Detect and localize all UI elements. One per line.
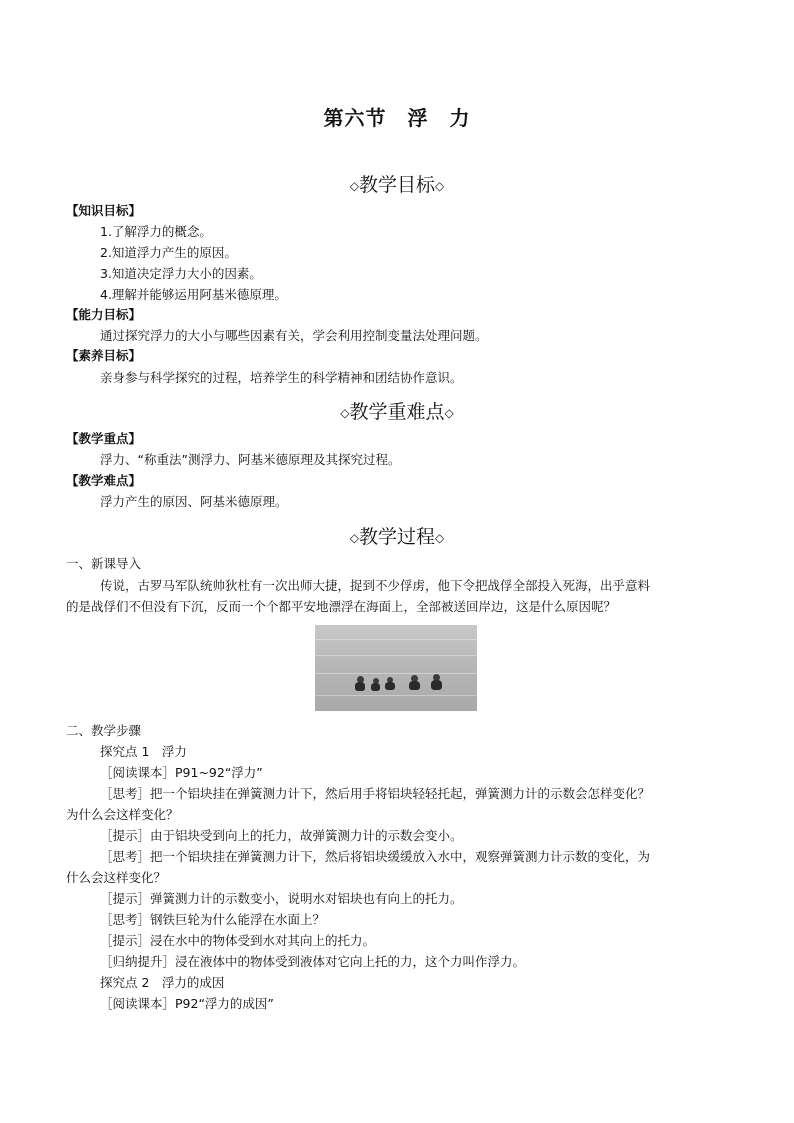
paragraph: 通过探究浮力的大小与哪些因素有关，学会利用控制变量法处理问题。 xyxy=(100,328,488,343)
label-literacy-objectives: 【素养目标】 xyxy=(66,348,142,363)
diamond-icon: ◇ xyxy=(435,179,445,193)
paragraph: ［思考］把一个铝块挂在弹簧测力计下，然后将铝块缓缓放入水中，观察弹簧测力计示数的变化，为 xyxy=(100,849,651,864)
paragraph: ［归纳提升］浸在液体中的物体受到液体对它向上托的力，这个力叫作浮力。 xyxy=(100,954,526,969)
paragraph: 浮力、“称重法”测浮力、阿基米德原理及其探究过程。 xyxy=(100,452,401,467)
objective-item: 1.了解浮力的概念。 xyxy=(100,224,212,239)
paragraph: ［提示］由于铝块受到向上的托力，故弹簧测力计的示数会变小。 xyxy=(100,828,463,843)
page-title: 第六节 浮 力 xyxy=(323,106,471,130)
diamond-icon: ◇ xyxy=(349,531,359,545)
paragraph: 的是战俘们不但没有下沉，反而一个个都平安地漂浮在海面上，全部被送回岸边，这是什么原因呢？ xyxy=(66,599,617,614)
diamond-icon: ◇ xyxy=(435,531,445,545)
subheading-intro: 一、新课导入 xyxy=(66,556,142,571)
diamond-icon: ◇ xyxy=(444,406,454,420)
paragraph: ［阅读课本］P92“浮力的成因” xyxy=(100,996,274,1011)
objective-item: 4.理解并能够运用阿基米德原理。 xyxy=(100,287,287,302)
paragraph: 为什么会这样变化？ xyxy=(66,807,179,822)
paragraph: ［阅读课本］P91~92“浮力” xyxy=(100,765,263,780)
paragraph: ［思考］把一个铝块挂在弹簧测力计下，然后用手将铝块轻轻托起，弹簧测力计的示数会怎样变化？ xyxy=(100,786,651,801)
paragraph: ［思考］钢铁巨轮为什么能浮在水面上？ xyxy=(100,912,326,927)
diamond-icon: ◇ xyxy=(349,179,359,193)
objective-item: 2.知道浮力产生的原因。 xyxy=(100,245,237,260)
label-teaching-difficulty: 【教学难点】 xyxy=(66,473,142,488)
objective-item: 3.知道决定浮力大小的因素。 xyxy=(100,266,262,281)
subheading-steps: 二、教学步骤 xyxy=(66,723,142,738)
paragraph: 什么会这样变化？ xyxy=(66,870,167,885)
label-knowledge-objectives: 【知识目标】 xyxy=(66,203,142,218)
label-ability-objectives: 【能力目标】 xyxy=(66,307,142,322)
section-heading-objectives: ◇教学目标◇ xyxy=(349,174,445,196)
inquiry-point: 探究点 2 浮力的成因 xyxy=(100,975,225,990)
paragraph: ［提示］浸在水中的物体受到水对其向上的托力。 xyxy=(100,933,376,948)
paragraph: 亲身参与科学探究的过程，培养学生的科学精神和团结协作意识。 xyxy=(100,370,463,385)
section-heading-process: ◇教学过程◇ xyxy=(349,526,445,548)
inquiry-point: 探究点 1 浮力 xyxy=(100,744,187,759)
paragraph: 浮力产生的原因、阿基米德原理。 xyxy=(100,494,288,509)
paragraph: 传说，古罗马军队统帅狄杜有一次出师大捷，捉到不少俘虏，他下令把战俘全部投入死海，出乎意料 xyxy=(100,578,651,593)
paragraph: ［提示］弹簧测力计的示数变小，说明水对铝块也有向上的托力。 xyxy=(100,891,463,906)
diamond-icon: ◇ xyxy=(340,406,350,420)
section-heading-key-points: ◇教学重难点◇ xyxy=(340,401,454,423)
label-teaching-focus: 【教学重点】 xyxy=(66,431,142,446)
dead-sea-floating-photo xyxy=(315,625,477,711)
